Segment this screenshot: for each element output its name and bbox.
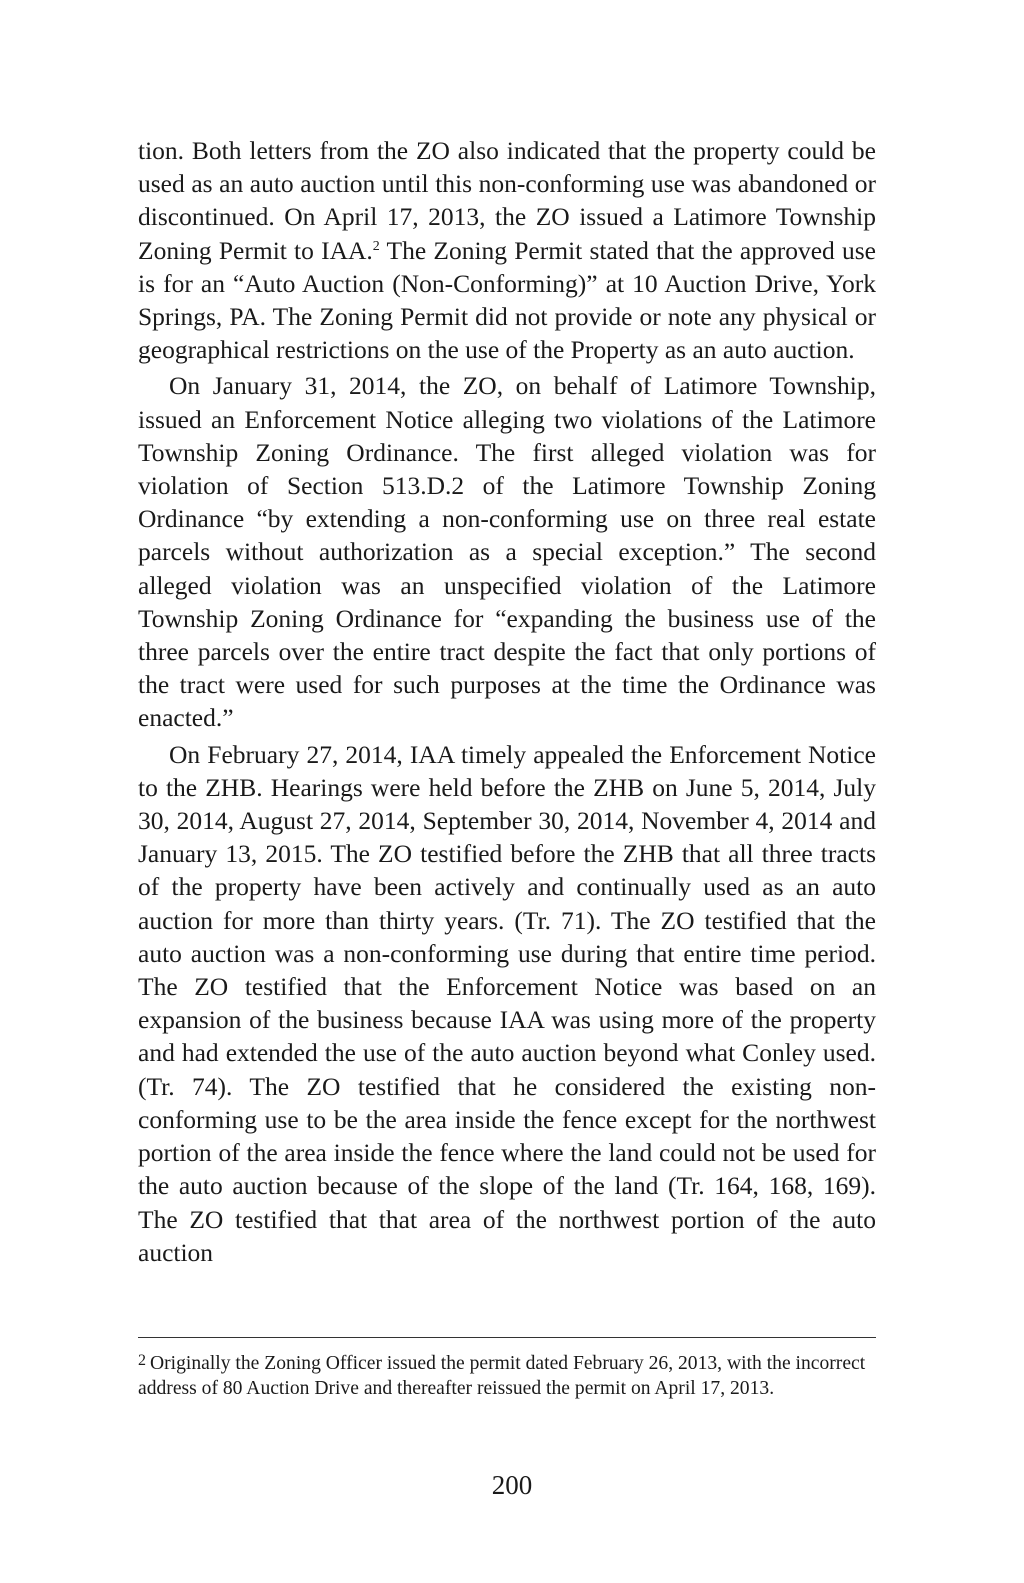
footnote-number: 2 — [138, 1352, 146, 1369]
paragraph-1 — [138, 134, 876, 366]
page-body — [138, 134, 876, 1272]
paragraph-2: On January 31, 2014, the ZO, on behalf of Latimore Township, issued an Enforcement Notice alleging two violations of the Latimore Township Zoning Ordinance. The first alleged violation was for violation of Section 513.D.2 of the Latimore Township Zoning Ordinance “by extending a non-conforming use on three real estate parcels without authorization as a special exception.” The second alleged violation was an unspecified violation of the Latimore Township Zoning Ordinance for “expanding the business use of the three parcels over the entire tract despite the fact that only portions of the tract were used for such purposes at the time the Ordinance was enacted.” — [138, 371, 876, 733]
page-number: 200 — [491, 1470, 533, 1500]
footnote-divider — [138, 1337, 876, 1338]
footnote-text: Originally the Zoning Officer issued the permit dated February 26, 2013, with the incorrect address of 80 Auction Drive and thereafter reissued the permit on April 17, 2013. — [138, 1353, 866, 1399]
paragraph-3: On February 27, 2014, IAA timely appealed the Enforcement Notice to the ZHB. Hearings were held before the ZHB on June 5, 2014, July 30, 2014, August 27, 2014, September 30, 2014, November 4, 2014 and January 13, 2015. The ZO testified before the ZHB that all three tracts of the property have been actively and continually used as an auto auction for more than thirty years. (Tr. 71). The ZO testified that the auto auction was a non-conforming use during that entire time period. The ZO testified that the Enforcement Notice was based on an expansion of the business because IAA was using more of the property and had extended the use of the auto auction beyond what Conley used. (Tr. 74). The ZO testified that he considered the existing non-conforming use to be the area inside the fence except for the northwest portion of the area inside the fence where the land could not be used for the auto auction because of the slope of the land (Tr. 164, 168, 169). The ZO testified that that area of the northwest portion of the auto auction — [138, 739, 876, 1267]
paragraph-1-text-b: The Zoning Permit stated that the approved use is for an “Auto Auction (Non-Conforming)” at 10 Auction Drive, York Springs, PA. The Zoning Permit did not provide or note any physical or geographical restrictions on the use of the Property as an auto auction. — [138, 235, 876, 365]
footnote-reference: 2 — [372, 238, 380, 254]
footnote — [138, 1348, 876, 1401]
paragraph-1-text-a: tion. Both letters from the ZO also indicated that the property could be used as an auto auction until this non-conforming use was abandoned or discontinued. On April 17, 2013, the ZO issued a Latimore Township Zoning Permit to IAA. — [138, 136, 876, 265]
